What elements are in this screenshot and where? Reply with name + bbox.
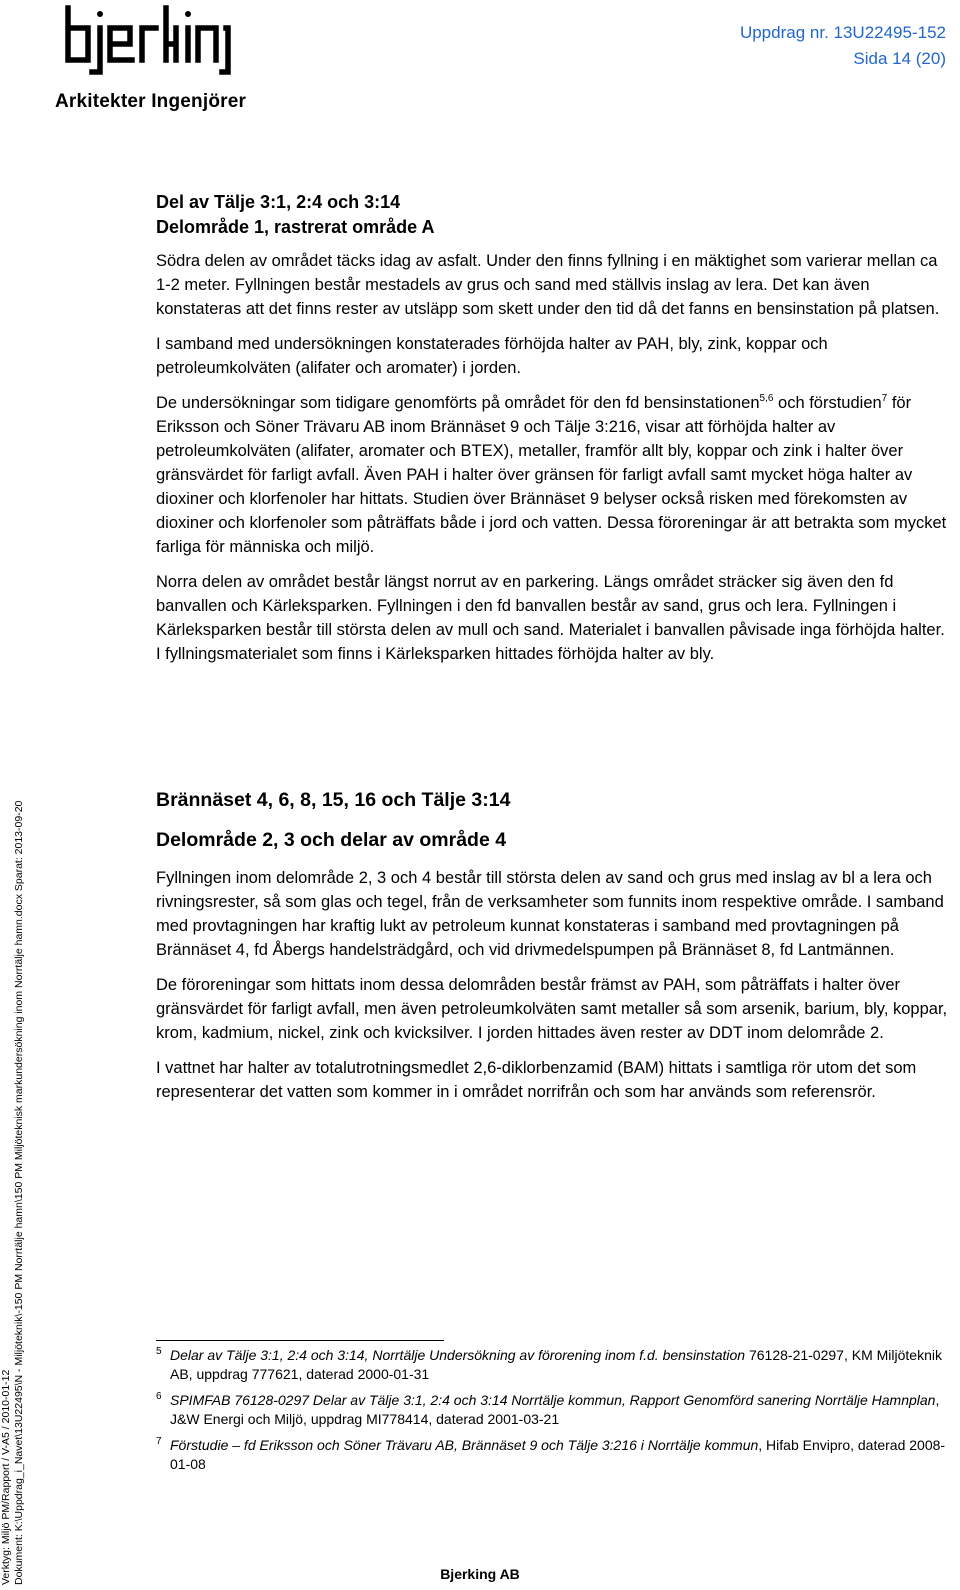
assignment-number: Uppdrag nr. 13U22495-152 (739, 23, 946, 42)
footnote-ref-7: 7 (881, 393, 888, 404)
footnote-title: Förstudie – fd Eriksson och Söner Trävaru AB, Brännäset 9 och Tälje 3:216 i Norrtälje kommun (170, 1437, 759, 1453)
footnote-item (156, 1391, 951, 1429)
section-1-title: Del av Tälje 3:1, 2:4 och 3:14 (156, 192, 401, 212)
section-1-paragraph-3 (156, 391, 951, 559)
section-2-paragraph-1: Fyllningen inom delområde 2, 3 och 4 består till största delen av sand och grus med inslag av bl a lera och rivningsrester, så som glas och tegel, från de verksamheter som funnits inom respektive område. I samband med provtagningen har kraftig lukt av petroleum kunnat konstateras i samband med provtagningen på Brännäset 4, fd Åbergs handelsträdgård, och vid drivmedelspumpen på Brännäset 8, fd Lantmännen. (156, 869, 944, 959)
footnote-number: 7 (156, 1436, 162, 1447)
footnote-title: SPIMFAB 76128-0297 Delar av Tälje 3:1, 2:4 och 3:14 Norrtälje kommun, Rapport Genomförd sanering Norrtälje Hamnplan (170, 1392, 936, 1408)
section-2 (156, 786, 951, 1115)
section-1 (156, 190, 951, 677)
sidebar-document-info (0, 650, 26, 1585)
section-2-paragraph-2: De föroreningar som hittats inom dessa delområden består främst av PAH, som påträffats i halter över gränsvärdet för farligt avfall, men även petroleumkolväten samt metaller så som arsenik, barium, bly, koppar, krom, kadmium, nickel, zink och kvicksilver. I jorden hittades även rester av DDT inom delområde 2. (156, 976, 948, 1042)
section-2-paragraph-3: I vattnet har halter av totalutrotningsmedlet 2,6-diklorbenzamid (BAM) hittats i samtliga rör utom det som representerar det vatten som kommer in i området norrifrån och som har används som referensrör. (156, 1059, 917, 1101)
footnote-title: Delar av Tälje 3:1, 2:4 och 3:14, Norrtälje Undersökning av förorening inom f.d. bensinstation (170, 1347, 746, 1363)
footnote-number: 5 (156, 1346, 162, 1357)
footnote-ref-5-6: 5,6 (759, 393, 774, 404)
page-footer: Bjerking AB (440, 1566, 520, 1582)
footnote-item (156, 1346, 951, 1384)
footnote-details: , Hifab Envipro, daterad 2008-01-08 (170, 1437, 946, 1472)
footnote-details: , J&W Energi och Miljö, uppdrag MI778414, daterad 2001-03-21 (170, 1392, 940, 1427)
paragraph-3-part-b: och förstudien (773, 394, 882, 412)
section-1-subtitle: Delområde 1, rastrerat område A (156, 217, 435, 237)
paragraph-3-part-c: för Eriksson och Söner Trävaru AB inom Brännäset 9 och Tälje 3:216, visar att förhöjda halter av petroleumkolväten (alifater, aromater och BTEX), metaller, framför allt bly, koppar och zink i halter över gränsvärdet för farligt avfall. Även PAH i halter över gränsen för farligt avfall samt mycket höga halter av dioxiner och klorfenoler har hittats. Studien över Brännäset 9 belyser också risken med förekomsten av dioxiner och klorfenoler som påträffats både i jord och vatten. Dessa föroreningar är att betrakta som mycket farliga för människa och miljö. (156, 394, 947, 556)
footnote-separator (156, 1340, 444, 1341)
section-1-paragraph-2: I samband med undersökningen konstaterades förhöjda halter av PAH, bly, zink, koppar och petroleumkolväten (alifater och aromater) i jorden. (156, 335, 828, 377)
logo-subtitle: Arkitekter Ingenjörer (55, 91, 247, 112)
page-number: Sida 14 (20) (853, 49, 946, 68)
footnotes (156, 1346, 951, 1481)
section-1-paragraph-4: Norra delen av området består längst norrut av en parkering. Längs området sträcker sig även den fd banvallen och Kärleksparken. Fyllningen i den fd banvallen består av sand, grus och lera. Fyllningen i Kärleksparken består till största delen av mull och sand. Materialet i banvallen påvisade inga förhöjda halter. I fyllningsmaterialet som finns i Kärleksparken hittades förhöjda halter av bly. (156, 573, 945, 663)
paragraph-3-part-a: De undersökningar som tidigare genomförts på området för den fd bensinstationen (156, 394, 760, 412)
section-2-title: Brännäset 4, 6, 8, 15, 16 och Tälje 3:14 (156, 789, 511, 811)
footnote-item (156, 1436, 951, 1474)
sidebar-document-line: Dokument: K:\Uppdrag_i_Navet\13U22495\N - Miljöteknik\-150 PM Norrtälje hamn\150 PM Miljöteknisk markundersökning inom Norrtälje hamn.docx Sparat: 2013-09-20 (13, 800, 25, 1585)
section-2-subtitle: Delområde 2, 3 och delar av område 4 (156, 829, 507, 851)
footnote-details: 76128-21-0297, KM Miljöteknik AB, uppdrag 777621, daterad 2000-01-31 (170, 1347, 942, 1382)
header-reference (740, 20, 946, 72)
sidebar-tool-line: Verktyg: Miljö PM/Rapport / V-A5 / 2010-01-12 (0, 1369, 12, 1585)
section-1-paragraph-1: Södra delen av området täcks idag av asfalt. Under den finns fyllning i en mäktighet som varierar mellan ca 1-2 meter. Fyllningen består mestadels av grus och sand med ställvis inslag av lera. Det kan även konstateras att det finns rester av utsläpp som skett under den tid då det fanns en bensinstation på platsen. (156, 252, 940, 318)
footnote-number: 6 (156, 1391, 162, 1402)
